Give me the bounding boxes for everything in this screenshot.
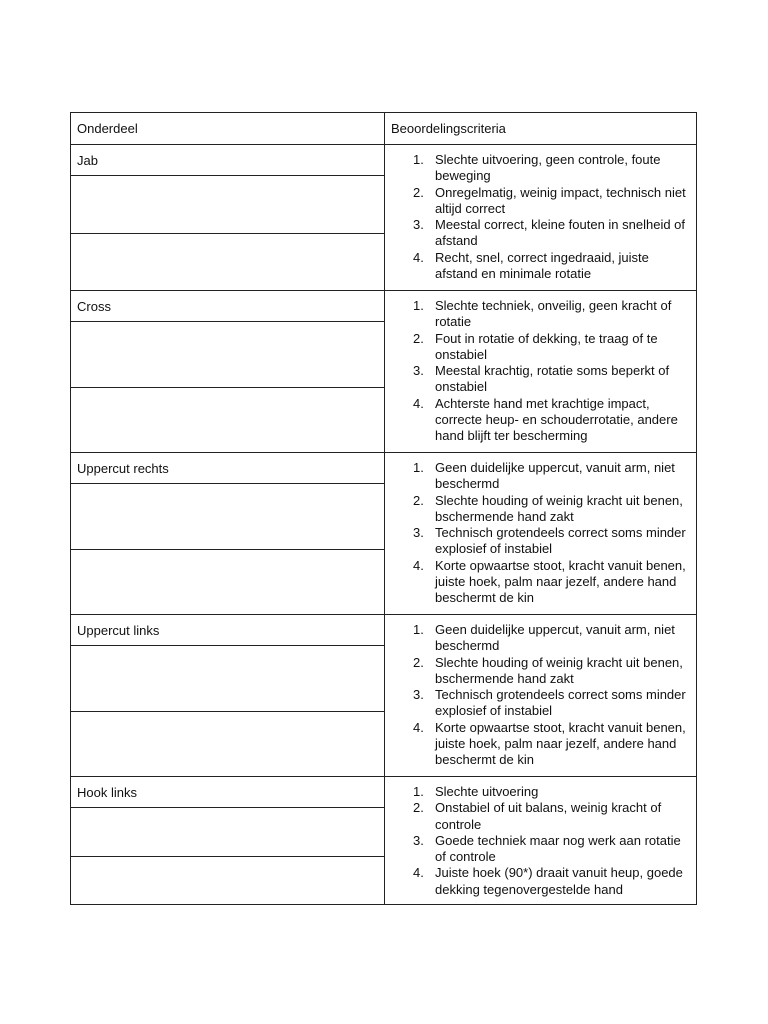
criteria-item: Korte opwaartse stoot, kracht vanuit benen, juiste hoek, palm naar jezelf, andere hand beschermt de kin	[435, 719, 686, 768]
criteria-item: Juiste hoek (90*) draait vanuit heup, goede dekking tegenovergestelde hand	[435, 865, 683, 897]
table-row	[71, 144, 696, 290]
criteria-cell	[385, 615, 696, 776]
criteria-item: Meestal correct, kleine fouten in snelheid of afstand	[435, 217, 686, 249]
table-row	[71, 776, 696, 904]
part-name: Jab	[71, 145, 384, 176]
part-cell	[71, 291, 385, 452]
criteria-cell	[385, 145, 696, 290]
criteria-list	[385, 453, 696, 613]
criteria-item: Slechte uitvoering	[435, 784, 539, 799]
blank-cell	[71, 322, 384, 387]
table-row	[71, 614, 696, 776]
criteria-list	[385, 777, 696, 904]
criteria-item: Geen duidelijke uppercut, vanuit arm, niet beschermd	[435, 622, 675, 654]
criteria-cell	[385, 453, 696, 614]
blank-cell	[71, 646, 384, 711]
blank-cell	[71, 856, 384, 905]
part-name: Uppercut links	[71, 615, 384, 646]
criteria-item: Achterste hand met krachtige impact, correcte heup- en schouderrotatie, andere hand blijft ter bescherming	[435, 395, 678, 444]
part-cell	[71, 145, 385, 290]
criteria-item: Technisch grotendeels correct soms minder explosief of instabiel	[435, 687, 686, 719]
blank-cell	[71, 484, 384, 549]
blank-cell	[71, 387, 384, 453]
table-header-row	[71, 113, 696, 144]
criteria-list	[385, 291, 696, 451]
part-name: Hook links	[71, 777, 384, 808]
blank-cell	[71, 176, 384, 233]
blank-cell	[71, 549, 384, 615]
table-row	[71, 452, 696, 614]
part-cell	[71, 777, 385, 904]
criteria-cell	[385, 777, 696, 904]
criteria-item: Slechte houding of weinig kracht uit benen, bschermende hand zakt	[435, 654, 683, 686]
part-name: Uppercut rechts	[71, 453, 384, 484]
criteria-item: Korte opwaartse stoot, kracht vanuit benen, juiste hoek, palm naar jezelf, andere hand beschermt de kin	[435, 557, 686, 606]
criteria-item: Technisch grotendeels correct soms minder explosief of instabiel	[435, 525, 686, 557]
criteria-item: Recht, snel, correct ingedraaid, juiste afstand en minimale rotatie	[435, 249, 649, 282]
table-row	[71, 290, 696, 452]
criteria-table	[70, 112, 697, 905]
header-part: Onderdeel	[71, 113, 385, 144]
part-cell	[71, 615, 385, 776]
blank-cell	[71, 233, 384, 291]
criteria-item: Slechte uitvoering, geen controle, foute beweging	[435, 152, 661, 184]
blank-cell	[71, 711, 384, 777]
criteria-item: Fout in rotatie of dekking, te traag of te onstabiel	[435, 330, 658, 362]
header-criteria: Beoordelingscriteria	[391, 121, 506, 136]
criteria-item: Onstabiel of uit balans, weinig kracht of controle	[435, 800, 662, 832]
criteria-list	[385, 145, 696, 288]
criteria-item: Goede techniek maar nog werk aan rotatie of controle	[435, 832, 681, 865]
part-cell	[71, 453, 385, 614]
criteria-item: Slechte techniek, onveilig, geen kracht of rotatie	[435, 298, 672, 330]
criteria-item: Meestal krachtig, rotatie soms beperkt of onstabiel	[435, 363, 670, 395]
criteria-item: Geen duidelijke uppercut, vanuit arm, niet beschermd	[435, 460, 675, 492]
part-name: Cross	[71, 291, 384, 322]
blank-cell	[71, 808, 384, 856]
criteria-item: Onregelmatig, weinig impact, technisch niet altijd correct	[435, 184, 686, 216]
criteria-item: Slechte houding of weinig kracht uit benen, bschermende hand zakt	[435, 492, 683, 524]
criteria-cell	[385, 291, 696, 452]
criteria-list	[385, 615, 696, 775]
